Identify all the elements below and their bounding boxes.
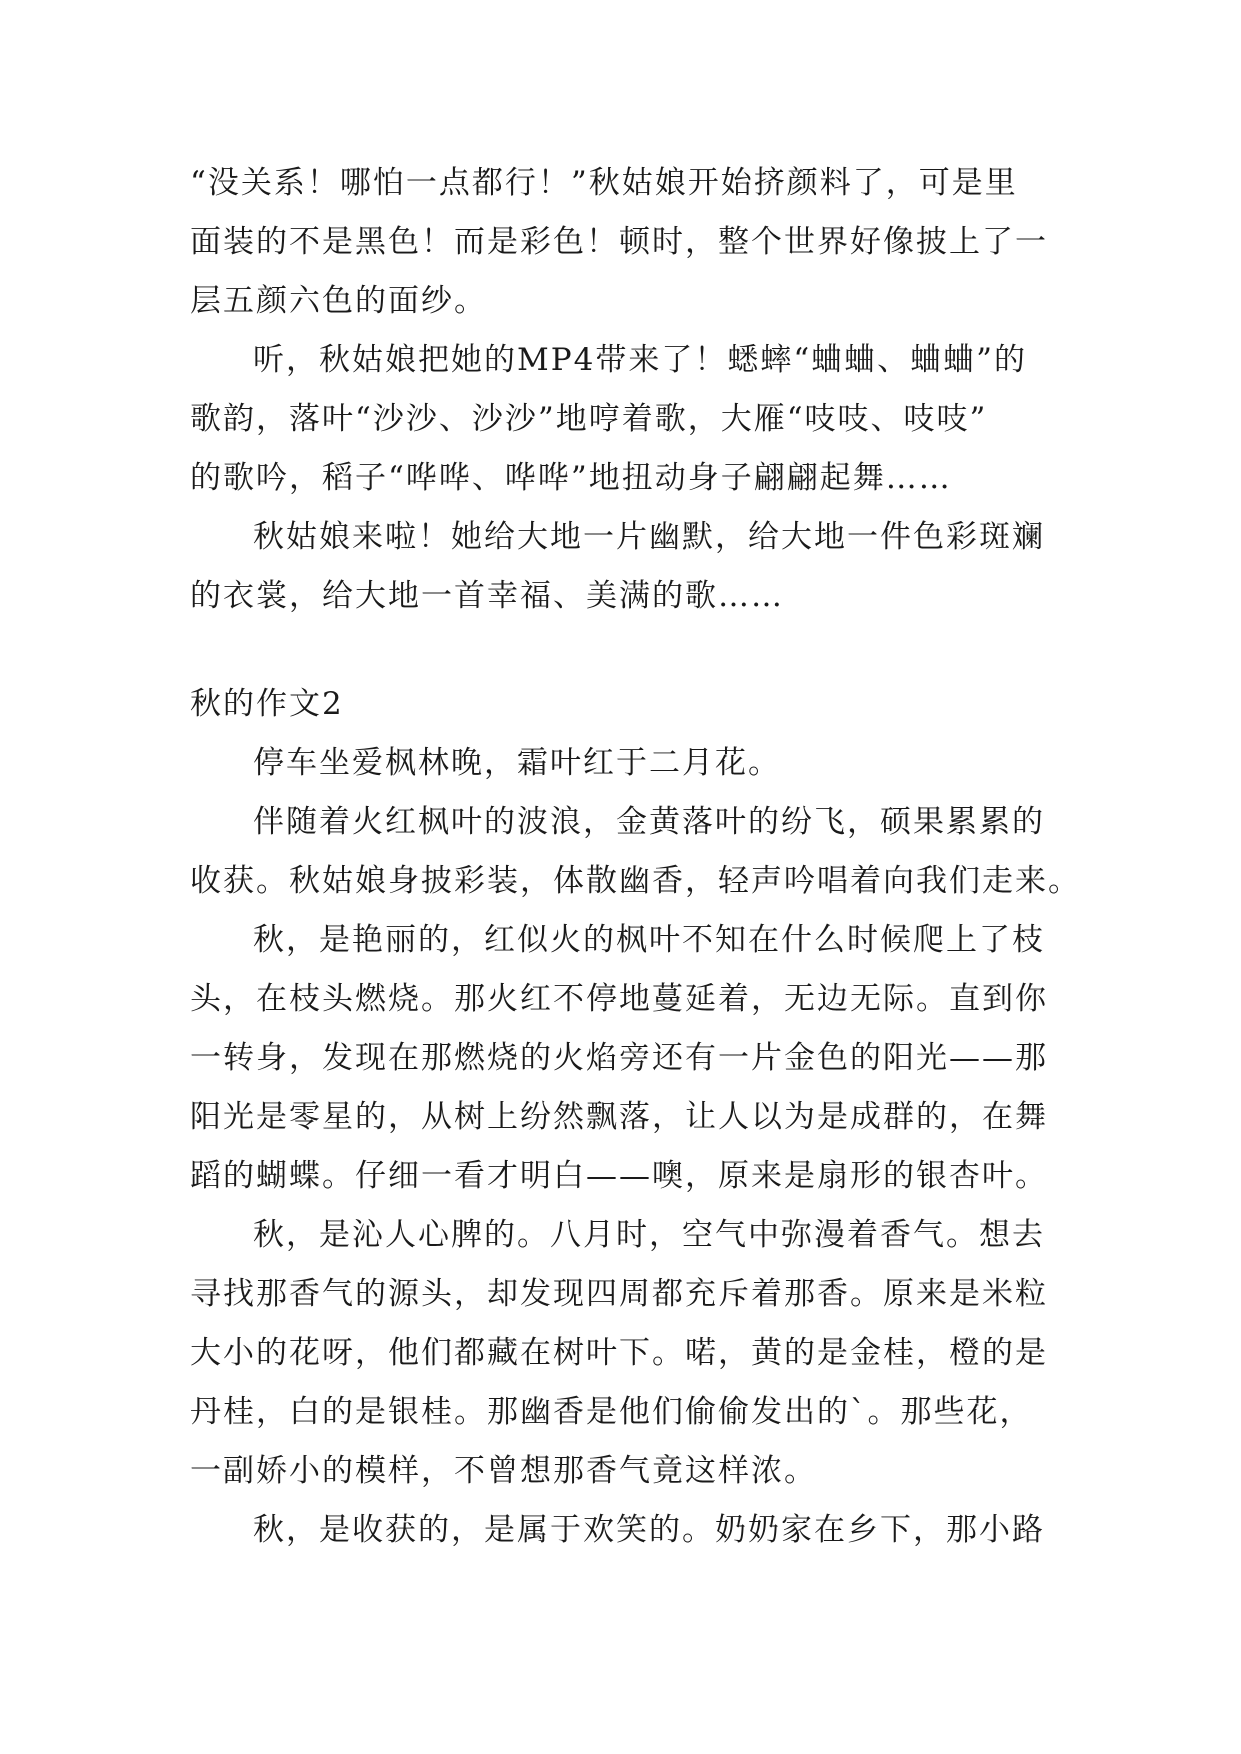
text-line: 蹈的蝴蝶。仔细一看才明白——噢，原来是扇形的银杏叶。 xyxy=(190,1158,1048,1194)
text-line: 的衣裳，给大地一首幸福、美满的歌…… xyxy=(190,578,784,614)
text-line: 面装的不是黑色！而是彩色！顿时，整个世界好像披上了一 xyxy=(190,224,1048,260)
paragraph-start-line: 秋，是沁人心脾的。八月时，空气中弥漫着香气。想去 xyxy=(253,1217,1045,1253)
text-line: 歌韵，落叶“沙沙、沙沙”地哼着歌，大雁“吱吱、吱吱” xyxy=(190,401,988,437)
paragraph-start-line: 秋，是艳丽的，红似火的枫叶不知在什么时候爬上了枝 xyxy=(253,922,1045,958)
text-line: “没关系！哪怕一点都行！”秋姑娘开始挤颜料了，可是里 xyxy=(190,165,1018,201)
section-heading: 秋的作文2 xyxy=(190,686,344,722)
paragraph-start-line: 秋姑娘来啦！她给大地一片幽默，给大地一件色彩斑斓 xyxy=(253,519,1045,555)
text-line: 寻找那香气的源头，却发现四周都充斥着那香。原来是米粒 xyxy=(190,1276,1048,1312)
text-line: 阳光是零星的，从树上纷然飘落，让人以为是成群的，在舞 xyxy=(190,1099,1048,1135)
text-line: 一副娇小的模样，不曾想那香气竟这样浓。 xyxy=(190,1453,817,1489)
text-line: 的歌吟，稻子“哗哗、哗哗”地扭动身子翩翩起舞…… xyxy=(190,460,952,496)
text-line: 收获。秋姑娘身披彩装，体散幽香，轻声吟唱着向我们走来。 xyxy=(190,863,1081,899)
paragraph-start-line: 秋，是收获的，是属于欢笑的。奶奶家在乡下，那小路 xyxy=(253,1512,1045,1548)
text-line: 丹桂，白的是银桂。那幽香是他们偷偷发出的`。那些花， xyxy=(190,1394,1033,1430)
text-line: 一转身，发现在那燃烧的火焰旁还有一片金色的阳光——那 xyxy=(190,1040,1048,1076)
paragraph-start-line: 伴随着火红枫叶的波浪，金黄落叶的纷飞，硕果累累的 xyxy=(253,804,1045,840)
text-line: 头，在枝头燃烧。那火红不停地蔓延着，无边无际。直到你 xyxy=(190,981,1048,1017)
text-line: 大小的花呀，他们都藏在树叶下。喏，黄的是金桂，橙的是 xyxy=(190,1335,1048,1371)
text-line: 层五颜六色的面纱。 xyxy=(190,283,487,319)
paragraph-start-line: 听，秋姑娘把她的MP4带来了！蟋蟀“蛐蛐、蛐蛐”的 xyxy=(253,342,1028,378)
paragraph-start-line: 停车坐爱枫林晚，霜叶红于二月花。 xyxy=(253,745,781,781)
